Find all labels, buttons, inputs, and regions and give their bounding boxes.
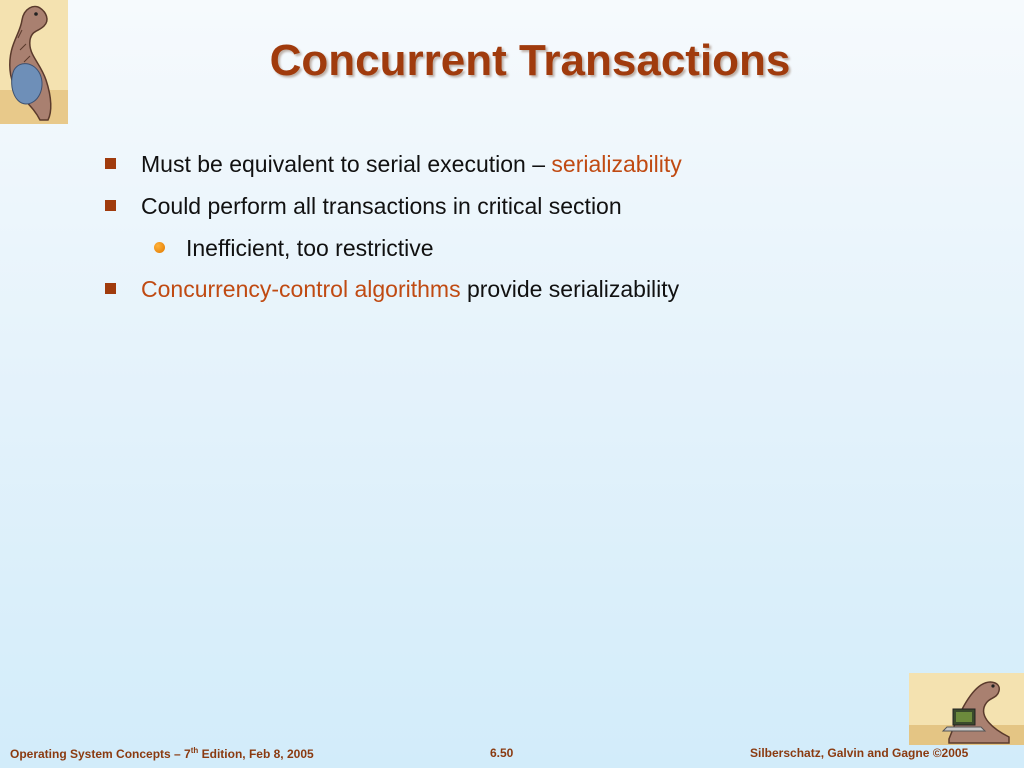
bullet-text: Inefficient, too restrictive — [186, 235, 434, 261]
square-bullet-icon — [105, 200, 116, 211]
footer-authors: Silberschatz, Galvin and Gagne ©2005 — [750, 746, 969, 760]
page-number: 6.50 — [490, 746, 514, 760]
square-bullet-icon — [105, 158, 116, 169]
bullet-item — [141, 276, 679, 303]
round-bullet-icon — [154, 242, 165, 253]
bullet-item — [141, 193, 622, 220]
footer-course-suffix: Edition, Feb 8, 2005 — [198, 747, 314, 761]
square-bullet-icon — [105, 283, 116, 294]
bullet-item — [141, 151, 682, 178]
dinosaur-laptop-logo-icon — [909, 673, 1024, 745]
bullet-text: provide serializability — [460, 276, 680, 302]
bullet-highlight: serializability — [551, 151, 682, 177]
sub-bullet-item — [186, 235, 434, 262]
bullet-text: Could perform all transactions in critical section — [141, 193, 622, 219]
footer-course-sup: th — [190, 746, 199, 755]
footer-course — [10, 746, 314, 761]
bullet-text: Must be equivalent to serial execution – — [141, 151, 552, 177]
bullet-highlight: Concurrency-control algorithms — [141, 276, 461, 302]
slide-title: Concurrent Transactions — [269, 36, 791, 85]
footer-course-prefix: Operating System Concepts – 7 — [10, 747, 191, 761]
